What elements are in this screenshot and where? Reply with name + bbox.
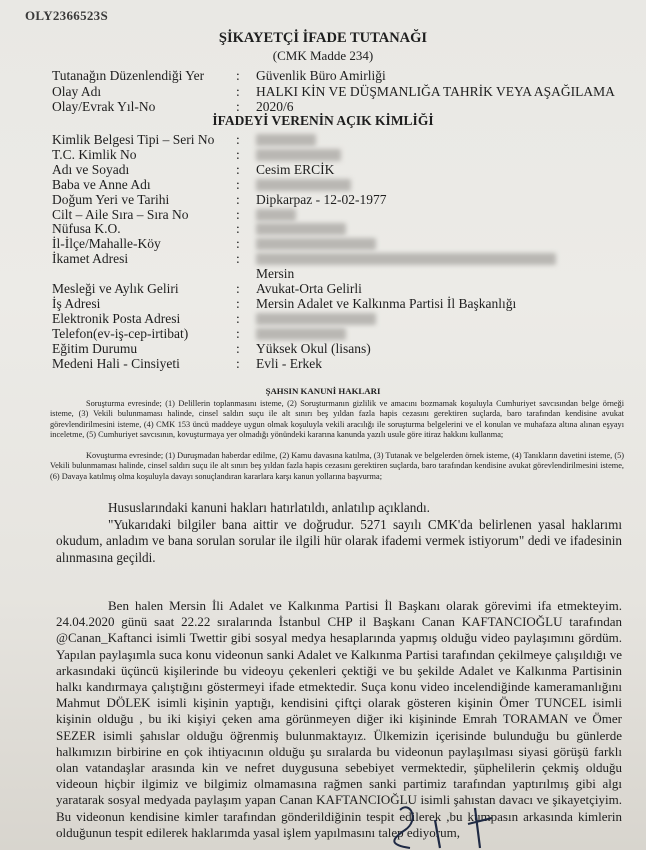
field-row	[52, 132, 622, 148]
field-value: Güvenlik Büro Amirliği	[256, 68, 386, 83]
redacted-value	[256, 313, 376, 325]
field-label: İş Adresi	[52, 295, 101, 311]
field-row	[52, 326, 622, 342]
field-label: Olay/Evrak Yıl-No	[52, 99, 156, 114]
field-label: Mesleği ve Aylık Geliri	[52, 281, 179, 296]
field-row	[52, 356, 622, 372]
statement-body-text: Ben halen Mersin İli Adalet ve Kalkınma Partisi İl Başkanı olarak görevimi ifa etmekteyim. 24.04.2020 günü saat 22.22 sıralarında İstanbul CHP il Başkanı Canan KAFTANCIOĞLU tarafından @Canan_Kaftanci isimli Twettir gibi sosyal medya hesaplarında yapmış olduğu video paylaşımını gördüm. Yapılan paylaşımla suca konu videonun sanki Adalet ve Kalkınma Partisi tarafından çekilmeye çalışıldığı ve arkasındaki üçüncü kişilerinde bu videoyu çekenleri çektiği ve bu şekilde Adalet ve Kalkınma Partisinin halkı kandırmaya çalıştığını göstermeyi ifade etmektedir. Suça konu video incelendiğinde kameramanlığını Mahmut DÖLEK isimli kişinin yaptığı, kendisini çiftçi olarak gösteren kişinin Ömer TUNCEL isimli kişinin olduğu , bu iki kişiyi çeken ama görünmeyen diğer iki kişininde Emrah TORAMAN ve Ömer SEZER isimli şahıslar olduğu öğrenmiş bulunmaktayız. Ülkemizin içerisinde bulunduğu bu günlerde halkımızın birbirine en çok ihtiyacının olduğu şu sıralarda bu videonun paylaşılması siyasi görüşü farklı olan vatandaşlar arasında kin ve nefret duygusuna sebebiyet vermektedir, şüphelilerin çekmiş olduğu videoun hiçbir ilgimiz ve bilgimiz olmamasına rağmen sanki partimiz tarafından yaptırılmış gibi algı yaratarak sosyal medyada paylaşım yapan Canan KAFTANCIOĞLU isimli şahıstan davacı ve şikayetçiyim. Bu videonun kendisine kimler tarafından gönderildiğinin tespit edilerek ,bu kumpasın arkasında kimlerin olduğunun tespit edilerek haklarımda yasal işlem yapılmasını talep ediyorum,	[56, 598, 622, 840]
field-label: T.C. Kimlik No	[52, 146, 137, 162]
field-value: Mersin Adalet ve Kalkınma Partisi İl Başkanlığı	[256, 295, 517, 311]
identity-section-title: İFADEYİ VERENİN AÇIK KİMLİĞİ	[212, 113, 434, 128]
field-value: HALKI KİN VE DÜŞMANLIĞA TAHRİK VEYA AŞAĞILAMA	[256, 83, 615, 99]
field-separator: :	[236, 83, 240, 99]
field-row	[52, 68, 622, 84]
field-separator: :	[236, 251, 240, 267]
field-label: Elektronik Posta Adresi	[52, 310, 181, 326]
field-label: Nüfusa K.O.	[52, 221, 121, 237]
field-value: Evli - Erkek	[256, 355, 322, 371]
rights-investigation-text	[50, 399, 624, 441]
field-label: Olay Adı	[52, 83, 102, 99]
field-label: İl-İlçe/Mahalle-Köy	[52, 236, 161, 252]
consent-statement	[56, 517, 622, 566]
field-row	[52, 341, 622, 357]
redacted-value	[256, 253, 556, 265]
field-label: Tutanağın Düzenlendiği Yer	[52, 68, 205, 83]
field-separator: :	[236, 281, 240, 296]
consent-statement-text: "Yukarıdaki bilgiler bana aittir ve doğrudur. 5271 sayılı CMK'da belirlenen yasal haklarımı okudum, anladım ve bana sorulan sorular ile ilgili hür olarak ifademi vermek istiyorum" dedi ve ifadesinin alınmasına geçildi.	[56, 517, 622, 565]
field-separator: :	[236, 206, 240, 222]
redacted-value	[256, 223, 346, 235]
rights-paragraph-1: Soruşturma evresinde; (1) Delillerin toplanmasını isteme, (2) Soruşturmanın gizlilik ve amacını bozmamak koşuluyla Cumhuriyet savcısından belge örneği isteme, (3) Vekili bulunmaması halinde, cinsel saldırı suçu ile alt sınırı beş yıldan fazla hapis cezasını gerektiren suçlarda, baro tarafından kendisine avukat görevlendirilmesini isteme, (4) CMK 153 üncü maddeye uygun olmak koşuluyla vekili aracılığı ile soruşturma belgelerini ve el konulan ve muhafaza altına alınan eşyayı inceletme, (5) Cumhuriyet savcısının, kovuşturmaya yer olmadığı yönündeki kararına kanunda yazılı usule göre itiraz hakkını kullanma;	[50, 399, 624, 440]
signature-marks	[380, 790, 530, 850]
field-separator: :	[236, 310, 240, 326]
field-value: Mersin	[256, 266, 295, 282]
field-row	[52, 296, 622, 312]
rights-paragraph-2: Kovuşturma evresinde; (1) Duruşmadan haberdar edilme, (2) Kamu davasına katılma, (3) Tutanak ve belgelerden örnek isteme, (4) Tanıkların davetini isteme, (5) Vekili bulunmaması halinde, cinsel saldırı suçu ile alt sınırı beş yıldan fazla hapis cezasını gerektiren suçlarda, baro tarafından kendisine avukat görevlendirilmesini isteme, (6) Davaya katılmış olma koşuluyla davayı sonuçlandıran kararlara karşı kanun yollarına başvurma;	[50, 451, 624, 481]
field-row	[52, 192, 622, 208]
field-label: İkamet Adresi	[52, 251, 129, 267]
rights-prosecution-text	[50, 451, 624, 482]
redacted-value	[256, 134, 316, 146]
field-label: Baba ve Anne Adı	[52, 176, 151, 192]
field-separator: :	[236, 176, 240, 192]
field-value: Dipkarpaz - 12-02-1977	[256, 191, 387, 207]
field-row	[52, 84, 622, 100]
field-separator: :	[236, 340, 240, 356]
field-row	[52, 177, 622, 193]
field-label: Doğum Yeri ve Tarihi	[52, 191, 170, 207]
field-separator: :	[236, 99, 240, 114]
field-value: 2020/6	[256, 99, 294, 114]
field-label: Kimlik Belgesi Tipi – Seri No	[52, 132, 215, 147]
rights-section-title: ŞAHSIN KANUNİ HAKLARI	[265, 386, 381, 396]
field-separator: :	[236, 325, 240, 341]
field-separator: :	[236, 355, 240, 371]
field-separator: :	[236, 295, 240, 311]
field-row	[52, 162, 622, 178]
rights-notice	[56, 500, 622, 516]
field-separator: :	[236, 132, 240, 147]
field-label: Cilt – Aile Sıra – Sıra No	[52, 206, 189, 222]
field-label: Adı ve Soyadı	[52, 161, 130, 177]
field-row	[52, 311, 622, 327]
redacted-value	[256, 179, 351, 191]
field-separator: :	[236, 221, 240, 237]
field-label: Medeni Hali - Cinsiyeti	[52, 355, 180, 371]
field-separator: :	[236, 68, 240, 83]
field-row	[52, 207, 622, 223]
document-subtitle: (CMK Madde 234)	[272, 48, 374, 63]
field-value: Avukat-Orta Gelirli	[256, 281, 362, 296]
redacted-value	[256, 238, 376, 250]
field-label: Telefon(ev-iş-cep-irtibat)	[52, 325, 189, 341]
redacted-value	[256, 328, 346, 340]
field-row	[52, 221, 622, 237]
document-number: OLY2366523S	[25, 8, 109, 23]
document-title: ŞİKAYETÇİ İFADE TUTANAĞI	[218, 30, 428, 46]
field-row	[52, 251, 622, 267]
field-value: Cesim ERCİK	[256, 161, 335, 177]
field-row	[52, 266, 622, 282]
redacted-value	[256, 209, 296, 221]
statement-body	[56, 598, 622, 841]
field-row	[52, 147, 622, 163]
field-value: Yüksek Okul (lisans)	[256, 340, 371, 356]
field-separator: :	[236, 236, 240, 252]
redacted-value	[256, 149, 341, 161]
field-row	[52, 281, 622, 297]
field-row	[52, 236, 622, 252]
field-separator: :	[236, 146, 240, 162]
field-label: Eğitim Durumu	[52, 340, 138, 356]
field-separator: :	[236, 161, 240, 177]
field-separator: :	[236, 191, 240, 207]
rights-notice-text: Hususlarındaki kanuni hakları hatırlatıldı, anlatılıp açıklandı.	[108, 500, 430, 515]
